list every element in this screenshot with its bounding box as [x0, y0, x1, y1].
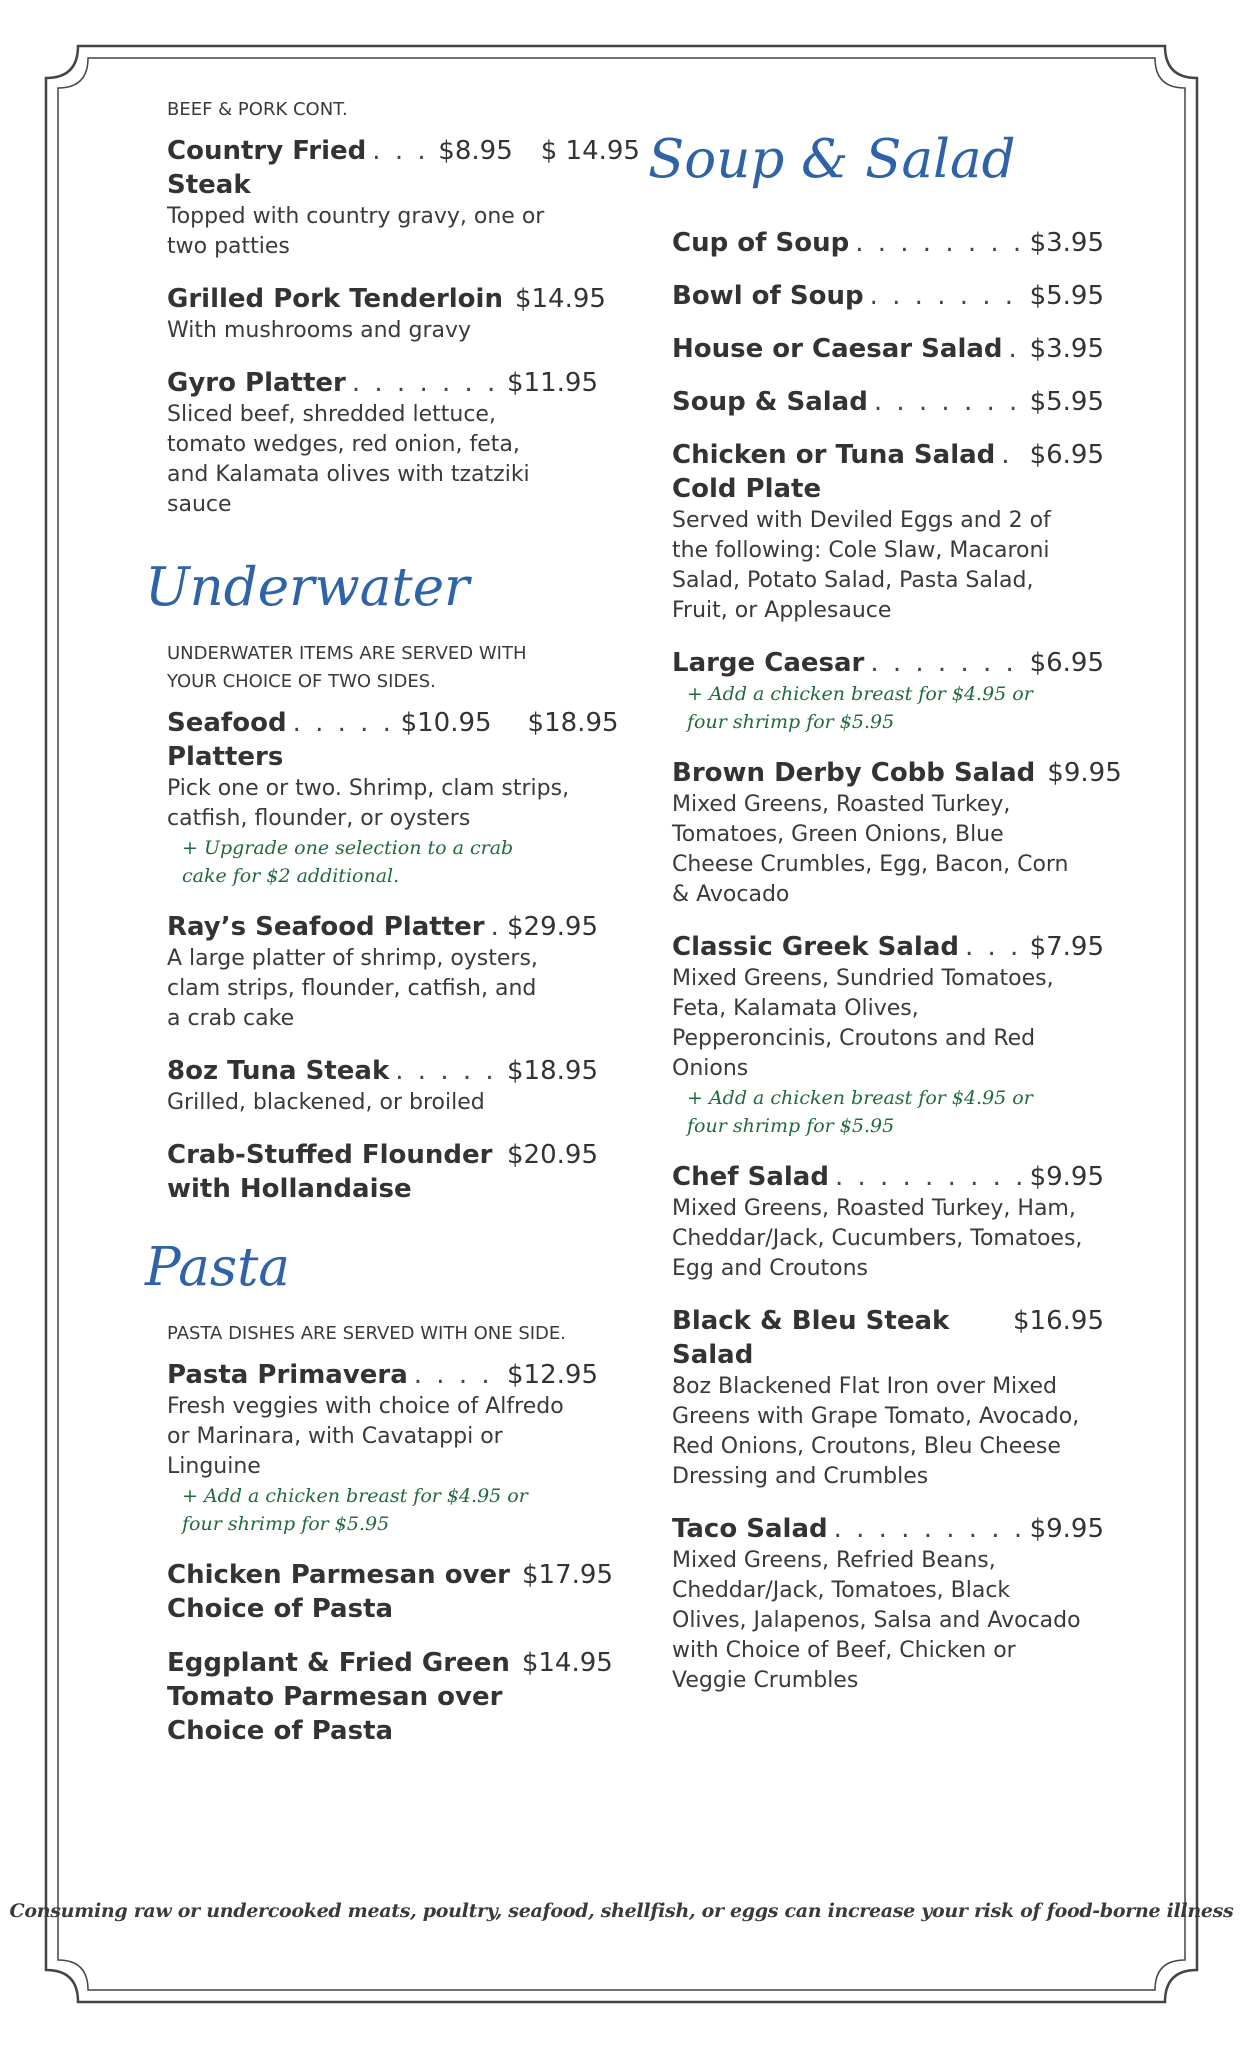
- item-price: $18.95: [507, 1056, 598, 1086]
- section-title-underwater: Underwater: [145, 557, 470, 618]
- menu-item: [167, 134, 640, 262]
- menu-item: [672, 332, 1104, 366]
- item-price: $3.95: [1029, 334, 1104, 364]
- item-name: Large Caesar: [672, 648, 865, 678]
- item-price: $9.95: [1029, 1514, 1104, 1544]
- item-addon: + Add a chicken breast for $4.95 or four shrimp for $5.95: [687, 1087, 1033, 1137]
- item-desc: Fresh veggies with choice of Alfredo or Marinara, with Cavatappi or Linguine: [167, 1394, 564, 1479]
- item-name: Chicken or Tuna Salad: [672, 440, 996, 470]
- item-price: $9.95: [1029, 1162, 1104, 1192]
- item-price: $7.95: [1029, 932, 1104, 962]
- item-price: $14.95: [514, 284, 606, 314]
- menu-item: [167, 1054, 598, 1118]
- item-name-cont: Platters: [167, 742, 284, 772]
- item-addon: + Add a chicken breast for $4.95 or four shrimp for $5.95: [687, 683, 1033, 733]
- item-desc: Topped with country gravy, one or two patties: [167, 204, 545, 259]
- item-name-cont: Cold Plate: [672, 474, 822, 504]
- item-name: 8oz Tuna Steak: [167, 1056, 390, 1086]
- item-price: $11.95: [507, 368, 598, 398]
- item-price: $10.95: [400, 708, 492, 738]
- item-addon: + Upgrade one selection to a crab cake for $2 additional.: [182, 837, 514, 887]
- item-name: Brown Derby Cobb Salad: [672, 758, 1036, 788]
- item-name-cont: Steak: [167, 170, 251, 200]
- item-name: Cup of Soup: [672, 228, 850, 258]
- menu-item: [672, 1304, 1104, 1492]
- item-desc: Mixed Greens, Sundried Tomatoes, Feta, Kalamata Olives, Pepperoncinis, Croutons and Red Onions: [672, 966, 1054, 1081]
- underwater-note: UNDERWATER ITEMS ARE SERVED WITH YOUR CHOICE OF TWO SIDES.: [167, 643, 527, 692]
- menu-item: [167, 1138, 598, 1206]
- item-name: Crab-Stuffed Flounder: [167, 1140, 493, 1170]
- item-name-cont: Tomato Parmesan over Choice of Pasta: [167, 1682, 503, 1746]
- menu-item: [672, 385, 1104, 419]
- item-price: $16.95: [1013, 1306, 1104, 1336]
- item-price: $5.95: [1029, 281, 1104, 311]
- item-price: $12.95: [507, 1360, 598, 1390]
- menu-item: [167, 910, 598, 1034]
- menu-item: [672, 438, 1104, 626]
- item-price: $3.95: [1029, 228, 1104, 258]
- menu-item: [167, 1358, 598, 1538]
- menu-item: [167, 1646, 613, 1748]
- item-desc: Grilled, blackened, or broiled: [167, 1090, 485, 1115]
- item-name: Bowl of Soup: [672, 281, 864, 311]
- item-name: Ray’s Seafood Platter: [167, 912, 485, 942]
- item-price: $20.95: [507, 1140, 598, 1170]
- item-price: $8.95: [438, 136, 513, 166]
- item-name: Pasta Primavera: [167, 1360, 408, 1390]
- item-desc: Mixed Greens, Refried Beans, Cheddar/Jack, Tomatoes, Black Olives, Jalapenos, Salsa and Avocado with Choice of Beef, Chicken or Veggie Crumbles: [672, 1548, 1081, 1693]
- item-desc: Mixed Greens, Roasted Turkey, Ham, Cheddar/Jack, Cucumbers, Tomatoes, Egg and Croutons: [672, 1196, 1083, 1281]
- menu-item: [672, 1512, 1104, 1696]
- item-name: Grilled Pork Tenderloin: [167, 284, 503, 314]
- menu-item: [672, 646, 1104, 736]
- menu-item: [672, 1160, 1104, 1284]
- item-name-cont: with Hollandaise: [167, 1174, 412, 1204]
- item-name: Chef Salad: [672, 1162, 829, 1192]
- item-name: Country Fried: [167, 136, 367, 166]
- section-title-pasta: Pasta: [145, 1237, 290, 1298]
- item-price: $29.95: [507, 912, 598, 942]
- item-price-large: $18.95: [527, 708, 619, 738]
- right-column: [672, 226, 1122, 1716]
- item-desc: With mushrooms and gravy: [167, 318, 472, 343]
- item-desc: Served with Deviled Eggs and 2 of the following: Cole Slaw, Macaroni Salad, Potato Salad, Pasta Salad, Fruit, or Applesauce: [672, 508, 1051, 623]
- item-desc: 8oz Blackened Flat Iron over Mixed Greens with Grape Tomato, Avocado, Red Onions, Croutons, Bleu Cheese Dressing and Crumbles: [672, 1374, 1080, 1489]
- item-price: $17.95: [522, 1560, 613, 1590]
- item-desc: Pick one or two. Shrimp, clam strips, catfish, flounder, or oysters: [167, 776, 570, 831]
- menu-item: [672, 279, 1104, 313]
- item-name: Soup & Salad: [672, 387, 868, 417]
- item-name: House or Caesar Salad: [672, 334, 1003, 364]
- item-desc: Sliced beef, shredded lettuce, tomato wedges, red onion, feta, and Kalamata olives with tzatziki sauce: [167, 402, 530, 517]
- item-price: $6.95: [1029, 440, 1104, 470]
- section-title-soup-salad: Soup & Salad: [648, 129, 1016, 190]
- item-name: Classic Greek Salad: [672, 932, 959, 962]
- item-desc: Mixed Greens, Roasted Turkey, Tomatoes, Green Onions, Blue Cheese Crumbles, Egg, Bacon, Corn & Avocado: [672, 792, 1069, 907]
- menu-item: [167, 1558, 613, 1626]
- item-name-cont: Choice of Pasta: [167, 1594, 394, 1624]
- left-column: [145, 96, 640, 1768]
- item-price: $14.95: [521, 1648, 613, 1678]
- item-desc: A large platter of shrimp, oysters, clam strips, flounder, catfish, and a crab cake: [167, 946, 538, 1031]
- item-name: Gyro Platter: [167, 368, 346, 398]
- item-price: $9.95: [1047, 758, 1122, 788]
- item-addon: + Add a chicken breast for $4.95 or four shrimp for $5.95: [182, 1485, 528, 1535]
- menu-item: [167, 282, 606, 346]
- item-name: Black & Bleu Steak Salad: [672, 1306, 950, 1370]
- item-name: Taco Salad: [672, 1514, 828, 1544]
- item-name: Seafood: [167, 708, 287, 738]
- menu-item: [672, 226, 1104, 260]
- pasta-note: PASTA DISHES ARE SERVED WITH ONE SIDE.: [167, 1323, 567, 1344]
- beef-pork-note: BEEF & PORK CONT.: [167, 99, 348, 120]
- item-name: Chicken Parmesan over: [167, 1560, 511, 1590]
- item-price: $5.95: [1029, 387, 1104, 417]
- item-price-large: $ 14.95: [540, 136, 640, 166]
- item-name: Eggplant & Fried Green: [167, 1648, 510, 1678]
- menu-item: [672, 756, 1122, 910]
- item-price: $6.95: [1029, 648, 1104, 678]
- menu-item: [167, 706, 619, 890]
- menu-item: [167, 366, 598, 520]
- menu-item: [672, 930, 1104, 1140]
- food-safety-disclaimer: Consuming raw or undercooked meats, poultry, seafood, shellfish, or eggs can increase your risk of food-borne illness: [9, 1900, 1234, 1922]
